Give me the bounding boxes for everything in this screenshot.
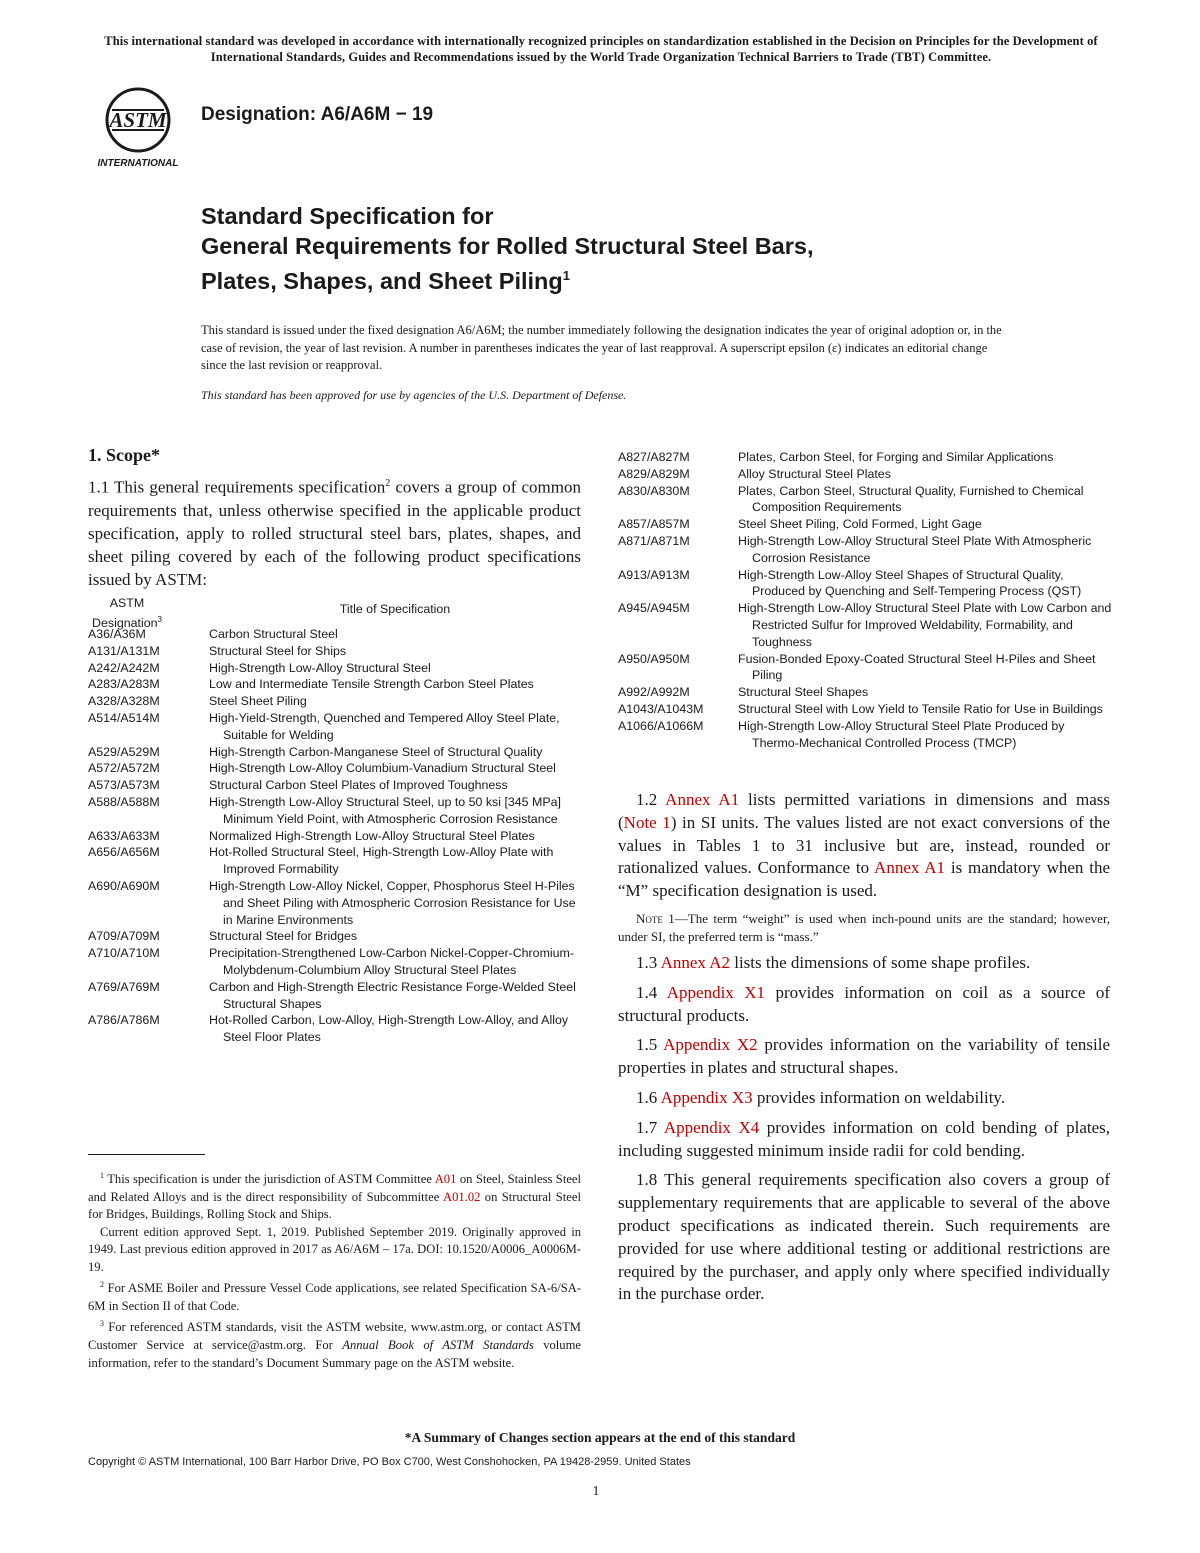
spec-title: High-Strength Low-Alloy Structural Steel Plate Produced by Thermo-Mechanical Controlled Process (TMCP) xyxy=(738,718,1065,750)
subcommittee-a01-02-link[interactable]: A01.02 xyxy=(443,1189,481,1204)
top-notice: This international standard was developed in accordance with internationally recognized principles on standardization established in the Decision on Principles for the Development of International Standards, Guides and Recommendations issued by the World Trade Organization Technical Barriers to Trade (TBT) Committee. xyxy=(104,34,1098,64)
spec-code: A827/A827M xyxy=(618,450,690,464)
spec-row xyxy=(618,483,1113,517)
spec-code: A992/A992M xyxy=(618,685,690,700)
copyright-line: Copyright © ASTM International, 100 Barr Harbor Drive, PO Box C700, West Conshohocken, PA 19428-2959. United States xyxy=(88,1456,691,1468)
spec-title: Alloy Structural Steel Plates xyxy=(738,466,891,481)
spec-code: A830/A830M xyxy=(618,483,690,498)
spec-title: High-Strength Low-Alloy Structural Steel Plate With Atmospheric Corrosion Resistance xyxy=(738,533,1092,565)
para-1-6: 1.6 Appendix X3 provides information on weldability. xyxy=(636,1087,1006,1107)
col-title-header: Title of Specification xyxy=(339,602,451,616)
para-1-4: 1.4 Appendix X1 provides information on coil as a source of structural products. xyxy=(618,982,1110,1025)
document-title xyxy=(201,201,1101,296)
spec-row xyxy=(88,828,581,845)
para-1-5: 1.5 Appendix X2 provides information on the variability of tensile properties in plates and structural shapes. xyxy=(618,1035,1110,1078)
para-1-3: 1.3 Annex A2 lists the dimensions of some shape profiles. xyxy=(636,952,1031,972)
spec-row xyxy=(88,744,581,761)
spec-row xyxy=(618,701,1113,718)
spec-code: A857/A857M xyxy=(618,517,690,532)
spec-code: A529/A529M xyxy=(88,744,160,759)
spec-title: Steel Sheet Piling xyxy=(209,694,307,709)
astm-logo xyxy=(90,86,188,172)
spec-title: Structural Steel Shapes xyxy=(738,685,869,700)
spec-code: A709/A709M xyxy=(88,929,160,944)
spec-table-left xyxy=(88,626,581,1046)
col-designation-header: ASTM Designation$^3$ xyxy=(92,596,162,630)
spec-title: Low and Intermediate Tensile Strength Carbon Steel Plates xyxy=(209,677,534,692)
spec-row xyxy=(618,684,1113,701)
spec-title: High-Strength Low-Alloy Structural Steel, up to 50 ksi [345 MPa] Minimum Yield Point, with Atmospheric Corrosion Resistance xyxy=(209,794,561,826)
scope-heading: 1. Scope* xyxy=(88,445,160,465)
spec-code: A572/A572M xyxy=(88,761,160,776)
spec-title: High-Strength Carbon-Manganese Steel of Structural Quality xyxy=(209,744,543,759)
right-column-paragraphs xyxy=(618,789,1110,1313)
spec-title: High-Strength Low-Alloy Structural Steel xyxy=(209,660,431,675)
fixed-designation-note: This standard is issued under the fixed designation A6/A6M; the number immediately following the designation indicates the year of original adoption or, in the case of revision, the year of last revision. A number in parentheses indicates the year of last reapproval. A superscript epsilon (ε) indicates an editorial change since the last revision or reapproval. xyxy=(201,323,1002,373)
spec-row xyxy=(88,1012,581,1046)
logo-text: ASTM xyxy=(109,108,167,132)
title-footnote-mark[interactable]: 1 xyxy=(562,268,570,283)
dod-approval-note: This standard has been approved for use by agencies of the U.S. Department of Defense. xyxy=(201,388,627,402)
spec-title: Structural Steel for Bridges xyxy=(209,929,358,944)
spec-code: A588/A588M xyxy=(88,794,160,809)
spec-title: Structural Carbon Steel Plates of Improved Toughness xyxy=(209,778,508,793)
spec-row xyxy=(88,844,581,878)
spec-title: Steel Sheet Piling, Cold Formed, Light Gage xyxy=(738,517,982,532)
title-line-3: Plates, Shapes, and Sheet Piling$^1$ xyxy=(201,267,570,294)
spec-row xyxy=(88,660,581,677)
annex-a1-link[interactable]: Annex A1 xyxy=(665,790,740,809)
designation: Designation: A6/A6M − 19 xyxy=(201,104,434,125)
spec-code: A710/A710M xyxy=(88,946,160,961)
spec-code: A913/A913M xyxy=(618,567,690,582)
spec-code: A945/A945M xyxy=(618,601,690,616)
spec-title: Structural Steel for Ships xyxy=(209,643,347,658)
spec-row xyxy=(88,626,581,643)
committee-a01-link[interactable]: A01 xyxy=(434,1172,457,1187)
summary-of-changes-note: *A Summary of Changes section appears at the end of this standard xyxy=(404,1430,796,1445)
astm-logo-icon xyxy=(90,86,188,172)
footnote-2: $^2$ For ASME Boiler and Pressure Vessel Code applications, see related Specification SA-6/SA-6M in Section II of that Code. xyxy=(88,1280,581,1313)
appendix-x1-link[interactable]: Appendix X1 xyxy=(666,982,766,1002)
logo-subtext: INTERNATIONAL xyxy=(97,158,179,169)
spec-title: Plates, Carbon Steel, for Forging and Similar Applications xyxy=(738,450,1054,464)
spec-code: A328/A328M xyxy=(88,694,160,709)
footnote-3-mark[interactable]: 3 xyxy=(157,614,162,624)
spec-row xyxy=(88,760,581,777)
spec-title: Structural Steel with Low Yield to Tensile Ratio for Use in Buildings xyxy=(738,701,1103,716)
spec-code: A514/A514M xyxy=(88,710,160,725)
appendix-x2-link[interactable]: Appendix X2 xyxy=(663,1035,758,1055)
footnote-3: $^3$ For referenced ASTM standards, visit the ASTM website, www.astm.org, or contact ASTM Customer Service at service@astm.org. For Annual Book of ASTM Standards volume information, refer to the standard’s Document Summary page on the ASTM website. xyxy=(88,1319,581,1370)
spec-title: High-Strength Low-Alloy Steel Shapes of Structural Quality, Produced by Quenching and Self-Tempering Process (QST) xyxy=(738,567,1082,599)
footnotes xyxy=(88,1167,581,1372)
spec-row xyxy=(618,449,1113,466)
spec-title: High-Strength Low-Alloy Structural Steel Plate with Low Carbon and Restricted Sulfur for Improved Weldability, Formability, and Toughness xyxy=(738,601,1112,649)
spec-row xyxy=(88,643,581,660)
spec-code: A829/A829M xyxy=(618,466,690,481)
title-line-2: General Requirements for Rolled Structural Steel Bars, xyxy=(201,233,814,259)
spec-row xyxy=(618,516,1113,533)
spec-row xyxy=(618,600,1113,650)
spec-title: Hot-Rolled Carbon, Low-Alloy, High-Strength Low-Alloy, and Alloy Steel Floor Plates xyxy=(209,1013,569,1045)
spec-title: Fusion-Bonded Epoxy-Coated Structural Steel H-Piles and Sheet Piling xyxy=(738,651,1096,683)
spec-row xyxy=(88,794,581,828)
spec-code: A950/A950M xyxy=(618,651,690,666)
spec-row xyxy=(618,533,1113,567)
spec-row xyxy=(88,979,581,1013)
spec-title: Carbon and High-Strength Electric Resistance Forge-Welded Steel Structural Shapes xyxy=(209,979,576,1011)
note-1: Note 1—The term “weight” is used when inch-pound units are the standard; however, under SI, the preferred term is “mass.” xyxy=(618,910,1111,944)
title-line-1: Standard Specification for xyxy=(201,203,494,229)
spec-row xyxy=(88,676,581,693)
spec-code: A656/A656M xyxy=(88,845,160,860)
spec-code: A871/A871M xyxy=(618,533,690,548)
para-1-1: 1.1 This general requirements specification$^2$ covers a group of common requirements that, unless otherwise specified in the applicable product specification, apply to rolled structural steel bars, plates, shapes, and sheet piling covered by each of the following product specifications issued by ASTM: xyxy=(88,477,581,589)
spec-title: Normalized High-Strength Low-Alloy Structural Steel Plates xyxy=(209,828,535,843)
para-1-8: 1.8 This general requirements specification also covers a group of supplementary requirements that are applicable to several of the above product specifications as indicated therein. Such requirements are provided for use where additional testing or additional restrictions are required by the purchaser, and apply only where specified individually in the purchase order. xyxy=(618,1170,1110,1304)
spec-title: High-Yield-Strength, Quenched and Tempered Alloy Steel Plate, Suitable for Welding xyxy=(209,710,560,742)
spec-title: High-Strength Low-Alloy Nickel, Copper, Phosphorus Steel H-Piles and Sheet Piling with Atmospheric Corrosion Resistance for Use in Marine Environments xyxy=(209,878,576,927)
spec-row xyxy=(618,567,1113,601)
note-1-link[interactable]: Note 1 xyxy=(623,812,671,832)
page-number: 1 xyxy=(592,1484,600,1499)
spec-title: Precipitation-Strengthened Low-Carbon Nickel-Copper-Chromium-Molybdenum-Columbium Alloy Structural Steel Plates xyxy=(209,946,574,977)
spec-code: A131/A131M xyxy=(88,643,160,658)
appendix-x3-link[interactable]: Appendix X3 xyxy=(660,1087,753,1107)
spec-row xyxy=(88,693,581,710)
para-1-2: 1.2 Annex A1 lists permitted variations in dimensions and mass (Note 1) in SI units. The values listed are not exact conversions of the values in Tables 1 to 31 inclusive but are, instead, rounded or rationalized values. Conformance to Annex A1 is mandatory when the “M” specification designation is used. xyxy=(618,790,1111,901)
spec-code: A786/A786M xyxy=(88,1013,160,1028)
spec-code: A283/A283M xyxy=(88,677,160,692)
spec-title: High-Strength Low-Alloy Columbium-Vanadium Structural Steel xyxy=(209,761,556,776)
appendix-x4-link[interactable]: Appendix X4 xyxy=(663,1117,760,1137)
spec-title: Plates, Carbon Steel, Structural Quality, Furnished to Chemical Composition Requirements xyxy=(738,483,1084,515)
spec-code: A573/A573M xyxy=(88,778,160,793)
spec-code: A769/A769M xyxy=(88,979,160,994)
spec-row xyxy=(88,878,581,928)
spec-code: A242/A242M xyxy=(88,660,160,675)
para-1-7: 1.7 Appendix X4 provides information on cold bending of plates, including suggested minimum inside radii for cold bending. xyxy=(618,1117,1110,1160)
annex-a1-link-2[interactable]: Annex A1 xyxy=(874,858,946,878)
spec-code: A1043/A1043M xyxy=(618,701,704,716)
spec-row xyxy=(88,710,581,744)
edition-note: Current edition approved Sept. 1, 2019. Published September 2019. Originally approved in 1949. Last previous edition approved in 2017 as A6/A6M – 17a. DOI: 10.1520/A0006_A0006M-19. xyxy=(88,1224,581,1274)
spec-code: A633/A633M xyxy=(88,828,160,843)
spec-row xyxy=(618,651,1113,685)
footnote-1: $^1$ This specification is under the jurisdiction of ASTM Committee A01 on Steel, Stainless Steel and Related Alloys and is the direct responsibility of Subcommittee A01.02 on Structural Steel for Bridges, Buildings, Rolling Stock and Ships. xyxy=(88,1171,581,1222)
spec-code: A690/A690M xyxy=(88,878,160,893)
annex-a2-link[interactable]: Annex A2 xyxy=(660,952,730,972)
spec-code: A1066/A1066M xyxy=(618,718,704,733)
spec-row xyxy=(88,945,581,979)
spec-row xyxy=(88,777,581,794)
spec-table-right xyxy=(618,449,1113,751)
spec-row xyxy=(618,718,1113,752)
spec-row xyxy=(618,466,1113,483)
footnote-divider xyxy=(88,1154,205,1155)
spec-code: A36/A36M xyxy=(88,627,146,641)
spec-row xyxy=(88,928,581,945)
spec-title: Hot-Rolled Structural Steel, High-Strength Low-Alloy Plate with Improved Formability xyxy=(209,845,554,877)
footnote-2-mark[interactable]: 2 xyxy=(385,478,391,489)
spec-title: Carbon Structural Steel xyxy=(209,627,338,641)
